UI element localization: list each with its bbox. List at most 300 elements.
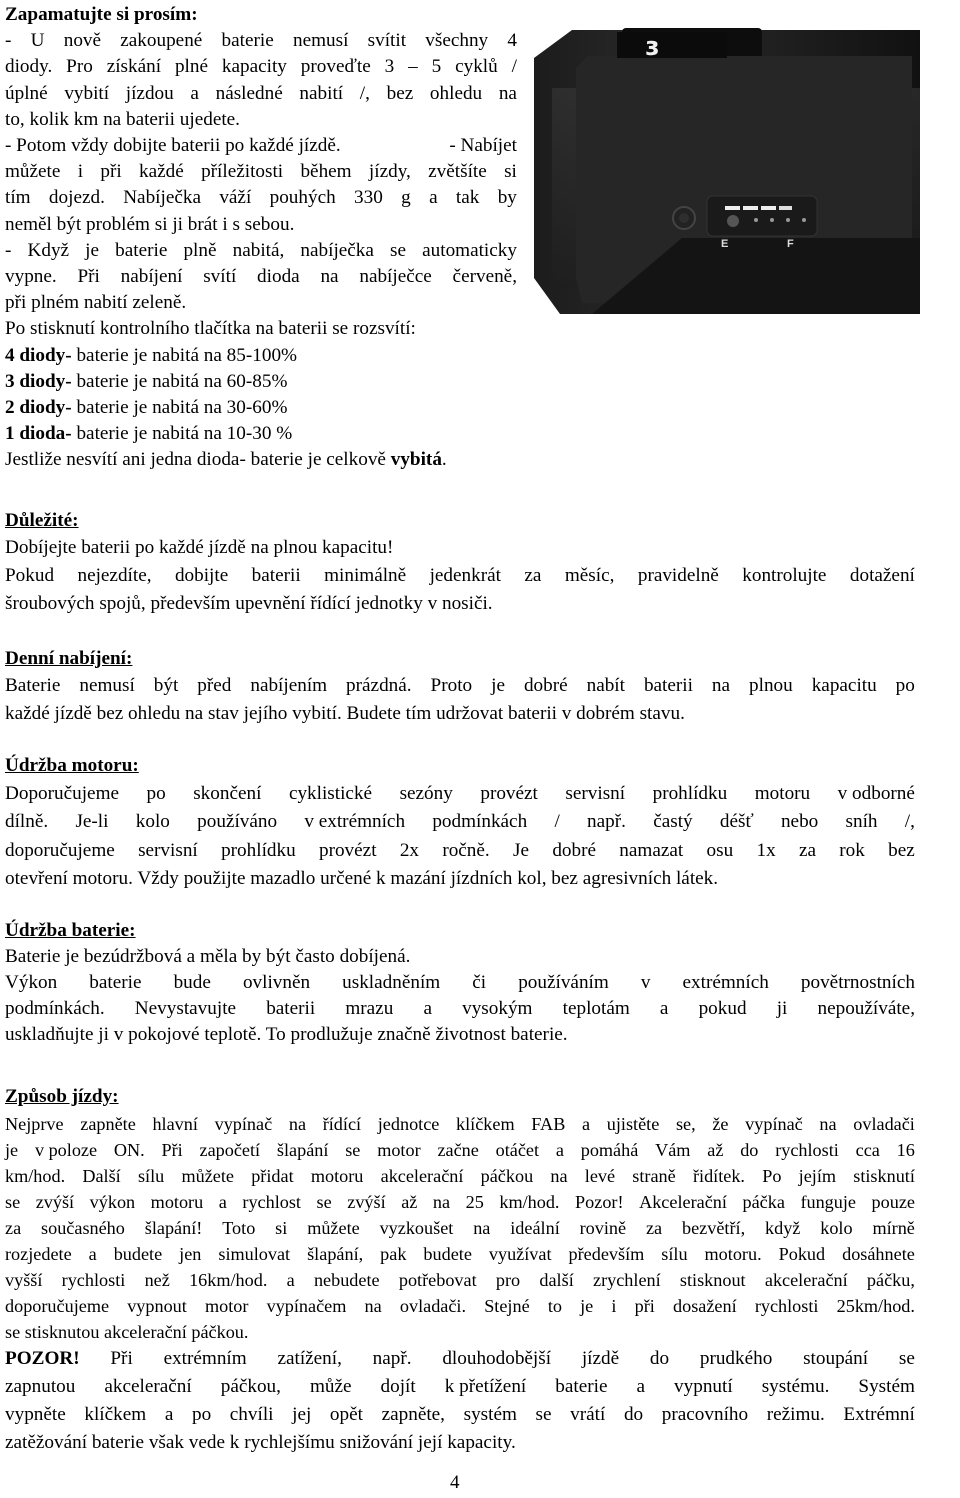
text-line — [5, 780, 915, 808]
word: pokud — [698, 997, 747, 1019]
word: akcelerační — [380, 1166, 464, 1186]
word: šlapání, — [307, 1244, 364, 1264]
word: a — [164, 1404, 174, 1425]
word: tak — [455, 187, 480, 209]
battery-label-f: F — [787, 238, 794, 250]
word: na — [364, 1296, 382, 1316]
word: bude — [173, 971, 211, 993]
word: dlouhodobější — [442, 1348, 552, 1369]
word: servisní — [138, 839, 198, 861]
word: ON. — [113, 1140, 145, 1160]
word: jen — [179, 1244, 202, 1264]
word: vypínačem — [266, 1296, 347, 1316]
word: cca — [855, 1140, 880, 1160]
word: na — [550, 1166, 568, 1186]
word: km/hod. — [5, 1166, 66, 1186]
text-line — [5, 1241, 915, 1267]
text-line — [5, 1163, 915, 1189]
word: 2x — [399, 839, 420, 861]
word: k přetížení — [444, 1376, 527, 1397]
word: či — [472, 971, 487, 993]
word: vysokým — [462, 997, 533, 1019]
word: a — [659, 997, 669, 1019]
text-line: otevření motoru. Vždy použijte mazadlo určené k mazání jízdních kol, bez agresivních látek. — [5, 868, 719, 890]
word: bez — [386, 82, 414, 104]
word: cyklů — [455, 56, 498, 78]
word: vybití — [64, 82, 110, 104]
intro-section — [5, 2, 517, 474]
intro-paragraph — [5, 28, 517, 342]
word: nabít — [586, 674, 625, 696]
word: zvýší — [347, 1192, 386, 1212]
word: skončení — [193, 783, 262, 804]
text-line: se stisknutou akcelerační páčkou. — [5, 1322, 249, 1342]
word: si — [504, 161, 517, 183]
intro-heading: Zapamatujte si prosím: — [5, 4, 198, 25]
word: na — [819, 1114, 837, 1134]
word: nebudete — [313, 1270, 380, 1290]
word: klíčkem — [456, 1114, 515, 1134]
word: započetí — [199, 1140, 261, 1160]
text-line — [5, 264, 517, 290]
word: – — [408, 56, 418, 78]
word: dosáhnete — [842, 1244, 915, 1264]
word: levé — [584, 1166, 616, 1186]
word: se — [898, 1348, 915, 1369]
word: funguje — [800, 1192, 856, 1212]
word: Proto — [430, 674, 473, 696]
important-section — [5, 508, 915, 618]
text-line — [5, 28, 517, 54]
word: Nabíječka — [123, 187, 201, 209]
word: rychlosti — [754, 1296, 819, 1316]
word: km/hod. — [499, 1192, 560, 1212]
word: prohlídku — [221, 839, 296, 861]
word: začne — [437, 1140, 479, 1160]
word: straně — [632, 1166, 676, 1186]
word: /, — [359, 82, 370, 104]
word: Baterie — [5, 674, 61, 696]
text-line — [5, 133, 517, 159]
text-line — [5, 159, 517, 185]
word: by — [497, 187, 517, 209]
word: motoru — [150, 1192, 204, 1212]
word: před — [197, 674, 232, 696]
word: zrychlení — [593, 1270, 661, 1290]
word: příležitosti — [201, 161, 284, 183]
word: ročně. — [442, 839, 490, 861]
word: Při — [110, 1348, 133, 1369]
word: častý — [653, 811, 693, 833]
word: Doporučujeme — [5, 783, 120, 804]
led-level-item: 4 diody- baterie je nabitá na 85-100% — [5, 344, 298, 366]
word: když — [765, 1218, 801, 1238]
word: řidítek. — [692, 1166, 745, 1186]
word: se — [316, 1192, 332, 1212]
word: plné — [174, 56, 208, 78]
word: Pro — [66, 56, 93, 78]
word: je — [491, 674, 505, 696]
word: 5 — [431, 56, 442, 78]
word: nabitá, — [232, 239, 285, 261]
word: využívat — [488, 1244, 552, 1264]
word: kolo — [135, 811, 170, 833]
text-line — [5, 185, 517, 211]
word: přidat — [251, 1166, 294, 1186]
word: stoupání — [803, 1348, 869, 1369]
word: baterie — [221, 30, 274, 52]
word: a — [190, 82, 199, 104]
word: nově — [63, 30, 102, 52]
word: opět — [329, 1404, 363, 1425]
word: sníh — [845, 811, 878, 833]
word: podmínkách — [432, 811, 528, 833]
led-level-item: 1 dioda- baterie je nabitá na 10-30 % — [5, 423, 293, 445]
word: pomáhá — [580, 1140, 639, 1160]
word: červeně, — [452, 266, 517, 288]
word: následné — [215, 82, 283, 104]
daily-heading: Denní nabíjení: — [5, 648, 133, 669]
word: pouhých — [269, 187, 336, 209]
pozor-label: POZOR! — [5, 1348, 80, 1369]
word: kontrolujte — [742, 564, 827, 586]
word: Je-li — [75, 811, 109, 833]
word: se — [390, 239, 407, 261]
battery-label-e: E — [721, 238, 729, 250]
word: ji — [776, 997, 788, 1019]
word: baterii — [251, 564, 301, 586]
word: můžete — [5, 161, 61, 183]
word: na — [498, 82, 517, 104]
word: teplotám — [562, 997, 630, 1019]
word: motoru — [310, 1166, 364, 1186]
text-line — [5, 808, 915, 836]
word: rychlosti — [61, 1270, 126, 1290]
text-line — [5, 1137, 915, 1163]
word: extrémním — [163, 1348, 247, 1369]
word: je — [5, 1140, 19, 1160]
word: během — [300, 161, 352, 183]
word: Když — [27, 239, 70, 261]
word: se — [535, 1404, 552, 1425]
word: a — [286, 1270, 295, 1290]
word: jízdou — [125, 82, 174, 104]
word: nabíjení — [120, 266, 183, 288]
word: nepoužíváte, — [817, 997, 915, 1019]
word: systému. — [761, 1376, 830, 1397]
word: podmínkách. — [5, 997, 105, 1019]
word: 16km/hod. — [189, 1270, 268, 1290]
word: ujistěte — [606, 1114, 660, 1134]
word: řídící — [322, 1114, 362, 1134]
word: úplné — [5, 82, 48, 104]
word: za — [645, 1218, 663, 1238]
word: baterie — [89, 971, 142, 993]
word: dojít — [380, 1376, 416, 1397]
word: vyzkoušet — [379, 1218, 454, 1238]
word: Vám — [655, 1140, 691, 1160]
led-level-item: 3 diody- baterie je nabitá na 60-85% — [5, 370, 288, 392]
word: současného — [41, 1218, 125, 1238]
word: extrémních — [682, 971, 769, 993]
word: dioda — [257, 266, 300, 288]
word: Další — [82, 1166, 121, 1186]
word: uskladněním — [342, 971, 441, 993]
word: pouze — [871, 1192, 915, 1212]
text-line: šroubových spojů, především upevnění řídící jednotky v nosiči. — [5, 592, 493, 614]
word: bez — [888, 839, 915, 861]
word: dotažení — [849, 564, 915, 586]
word: a — [636, 1376, 646, 1397]
word: nejezdíte, — [77, 564, 152, 586]
word: - — [5, 239, 12, 261]
word: Akcelerační — [639, 1192, 727, 1212]
word: nemusí — [79, 674, 135, 696]
word: baterie — [555, 1376, 608, 1397]
word: sílu — [137, 1166, 165, 1186]
word: /, — [904, 811, 915, 833]
word: svítí — [203, 266, 237, 288]
word: za — [524, 564, 542, 586]
word: např. — [372, 1348, 412, 1369]
word: je — [580, 1296, 594, 1316]
word: všechny — [425, 30, 489, 52]
word: zapněte — [80, 1114, 136, 1134]
word: až — [707, 1140, 724, 1160]
word: doporučujeme — [5, 1296, 110, 1316]
word: Pokud — [778, 1244, 826, 1264]
word: pak — [380, 1244, 407, 1264]
word: akcelerační — [104, 1376, 192, 1397]
word: - Nabíjet — [449, 135, 517, 157]
text-line — [5, 1401, 915, 1429]
battery-maintenance-section — [5, 918, 915, 1048]
word: automaticky — [422, 239, 517, 261]
battery-care-heading: Údržba baterie: — [5, 920, 136, 941]
word: zatížení, — [277, 1348, 342, 1369]
word: nabíječce — [359, 266, 432, 288]
word: vypne. — [5, 266, 57, 288]
word: Je — [513, 839, 530, 861]
word: potřebovat — [398, 1270, 477, 1290]
word: sílu — [661, 1244, 688, 1264]
word: baterii — [266, 997, 316, 1019]
word: - Potom vždy dobijte baterii po každé jízdě. — [5, 135, 341, 157]
word: šlapání! — [144, 1218, 203, 1238]
important-heading: Důležité: — [5, 510, 79, 531]
text-line — [5, 1215, 915, 1241]
word: 25km/hod. — [836, 1296, 915, 1316]
word: motoru — [754, 783, 811, 804]
word: nabíjením — [250, 674, 328, 696]
text-line — [5, 1189, 915, 1215]
word: dosažení — [673, 1296, 737, 1316]
text-line: uskladňujte ji v pokojové teplotě. To prodlužuje značně životnost baterie. — [5, 1023, 568, 1045]
word: dobré — [552, 839, 596, 861]
word: vyšší — [5, 1270, 43, 1290]
word: nabití — [299, 82, 344, 104]
word: servisní — [565, 783, 626, 804]
text-line — [5, 1267, 915, 1293]
text-line — [5, 1345, 915, 1373]
word: plně — [183, 239, 217, 261]
word: diody. — [5, 56, 53, 78]
word: jízdě — [581, 1348, 620, 1369]
word: jejím — [798, 1166, 837, 1186]
word: zapnutou — [5, 1376, 76, 1397]
word: ovladači. — [399, 1296, 467, 1316]
word: v — [640, 971, 651, 993]
word: cyklistické — [288, 783, 373, 804]
word: 16 — [896, 1140, 915, 1160]
word: ovlivněn — [242, 971, 311, 993]
word: vypínač — [214, 1114, 273, 1134]
word: nebo — [780, 811, 819, 833]
word: můžete — [307, 1218, 360, 1238]
word: po — [146, 783, 166, 804]
word: Toto — [222, 1218, 256, 1238]
word: prudkého — [699, 1348, 773, 1369]
text-line: při plném nabití zeleně. — [5, 292, 187, 314]
word: proveďte — [300, 56, 371, 78]
text-line: každé jízdě bez ohledu na stav jejího vybití. Budete tím udržovat baterii v dobrém stavu. — [5, 702, 685, 724]
word: za — [5, 1218, 22, 1238]
word: kapacity — [221, 56, 287, 78]
word: zvětšíte — [428, 161, 487, 183]
word: osu — [706, 839, 734, 861]
word: svítit — [367, 30, 407, 52]
word: 4 — [507, 30, 517, 52]
word: sezóny — [399, 783, 453, 804]
word: jedenkrát — [429, 564, 501, 586]
word: Nejprve — [5, 1114, 64, 1134]
word: stisknutí — [853, 1166, 915, 1186]
word: za — [798, 839, 816, 861]
word: jízdy, — [368, 161, 411, 183]
word: může — [309, 1376, 352, 1397]
word: na — [320, 266, 339, 288]
word: do — [649, 1348, 670, 1369]
word: motoru. — [704, 1244, 762, 1264]
text-line: neměl být problém si ji brát i s sebou. — [5, 213, 295, 235]
word: dobré — [523, 674, 568, 696]
battery-logo: ɜ — [645, 32, 660, 62]
word: kapacitu — [811, 674, 877, 696]
word: prázdná. — [346, 674, 412, 696]
word: výkon — [89, 1192, 136, 1212]
word: jednotce — [377, 1114, 440, 1134]
word: simulovat — [218, 1244, 291, 1264]
word: 3 — [384, 56, 395, 78]
word: prohlídku — [652, 783, 728, 804]
word: dílně. — [5, 811, 49, 833]
word: jej — [292, 1404, 312, 1425]
word: Systém — [858, 1376, 915, 1397]
word: po — [191, 1404, 212, 1425]
word: být — [153, 674, 179, 696]
word: tím — [5, 187, 31, 209]
word: po — [895, 674, 915, 696]
word: každé — [139, 161, 184, 183]
word: a — [423, 997, 432, 1019]
word: hlavní — [152, 1114, 198, 1134]
word: získání — [106, 56, 162, 78]
word: pravidelně — [637, 564, 719, 586]
word: 330 — [354, 187, 383, 209]
word: páčkou, — [220, 1376, 281, 1397]
word: kolo — [820, 1218, 853, 1238]
word: plnou — [749, 674, 793, 696]
word: můžete — [181, 1166, 234, 1186]
word: chvíli — [229, 1404, 274, 1425]
word: nabíječka — [300, 239, 374, 261]
word: motor — [377, 1140, 421, 1160]
word: že — [712, 1114, 729, 1134]
word: používáním — [518, 971, 609, 993]
word: klíčkem — [84, 1404, 147, 1425]
word: mrazu — [345, 997, 394, 1019]
word: Pozor! — [575, 1192, 624, 1212]
word: a — [582, 1114, 591, 1134]
word: budete — [423, 1244, 472, 1264]
word: ohledu — [429, 82, 483, 104]
word: 25 — [465, 1192, 484, 1212]
word: měsíc, — [564, 564, 615, 586]
word: režimu. — [766, 1404, 825, 1425]
word: se — [5, 1192, 21, 1212]
word: vypínač — [745, 1114, 803, 1134]
text-line — [5, 672, 915, 700]
text-line: zatěžování baterie však vede k rychlejšímu snižování její kapacity. — [5, 1432, 516, 1453]
word: v poloze — [34, 1140, 98, 1160]
word: rozjedete — [5, 1244, 72, 1264]
word: další — [539, 1270, 574, 1290]
word: systém — [463, 1404, 517, 1425]
word: páčkou — [480, 1166, 534, 1186]
word: nemusí — [292, 30, 349, 52]
text-line — [5, 970, 915, 996]
word: ideální — [510, 1218, 560, 1238]
word: a — [555, 1140, 564, 1160]
word: i — [611, 1296, 617, 1316]
word: používáno — [197, 811, 278, 833]
word: rychlost — [242, 1192, 301, 1212]
text-line — [5, 1293, 915, 1319]
word: v odborné — [837, 783, 915, 804]
word: Pokud — [5, 564, 55, 586]
text-line: to, kolik km na baterii ujedete. — [5, 108, 240, 130]
daily-charging-section — [5, 646, 915, 728]
word: až — [401, 1192, 418, 1212]
word: a — [429, 187, 438, 209]
word: FAB — [531, 1114, 566, 1134]
word: dojezd. — [48, 187, 105, 209]
text-line: Po stisknutí kontrolního tlačítka na baterii se rozsvítí: — [5, 318, 416, 340]
word: 1x — [756, 839, 776, 861]
text-line: Dobíjejte baterii po každé jízdě na plnou kapacitu! — [5, 536, 394, 558]
motor-heading: Údržba motoru: — [5, 755, 139, 776]
word: ovladači — [853, 1114, 915, 1134]
word: déšť — [719, 811, 754, 833]
word: zakoupené — [120, 30, 203, 52]
word: Nevystavujte — [134, 997, 237, 1019]
riding-heading: Způsob jízdy: — [5, 1086, 119, 1107]
word: a — [88, 1244, 97, 1264]
word: a — [218, 1192, 227, 1212]
led-levels-list — [5, 343, 517, 448]
text-line — [5, 562, 915, 590]
riding-section — [5, 1083, 915, 1457]
